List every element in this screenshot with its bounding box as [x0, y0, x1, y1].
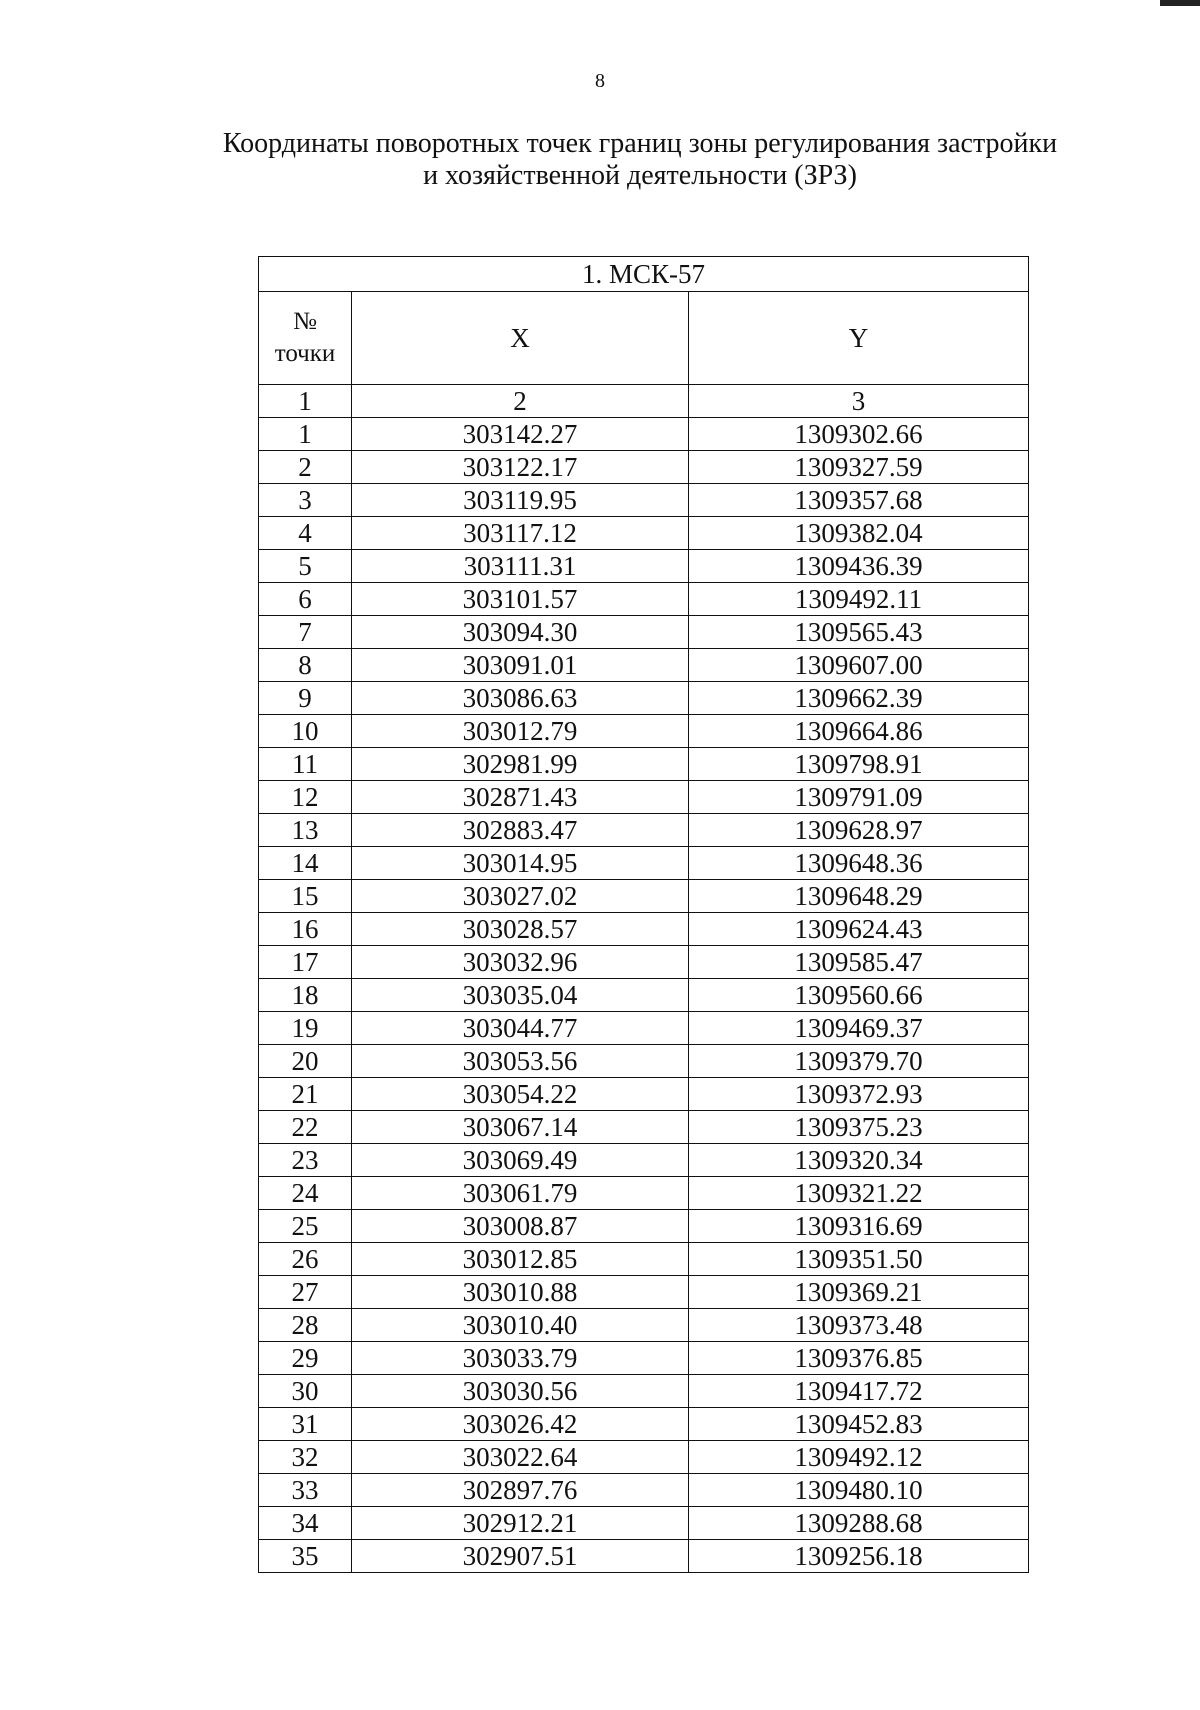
point-number-cell: 25: [259, 1210, 352, 1243]
table-row: [259, 1210, 1029, 1243]
y-coordinate-cell: 1309791.09: [689, 781, 1029, 814]
y-coordinate-cell: 1309480.10: [689, 1474, 1029, 1507]
x-coordinate-cell: 303067.14: [352, 1111, 689, 1144]
table-row: [259, 946, 1029, 979]
point-number-cell: 15: [259, 880, 352, 913]
x-coordinate-cell: 303008.87: [352, 1210, 689, 1243]
x-coordinate-cell: 302897.76: [352, 1474, 689, 1507]
point-number-header-label: точки: [274, 340, 336, 367]
y-coordinate-cell: 1309624.43: [689, 913, 1029, 946]
table-row: [259, 1012, 1029, 1045]
coordinates-table: [258, 256, 1029, 1573]
y-coordinate-cell: 1309372.93: [689, 1078, 1029, 1111]
y-coordinate-cell: 1309288.68: [689, 1507, 1029, 1540]
point-number-cell: 7: [259, 616, 352, 649]
point-number-cell: 6: [259, 583, 352, 616]
point-number-cell: 19: [259, 1012, 352, 1045]
point-number-cell: 32: [259, 1441, 352, 1474]
table-row: [259, 418, 1029, 451]
table-row: [259, 781, 1029, 814]
point-number-cell: 1: [259, 418, 352, 451]
x-coordinate-cell: 303033.79: [352, 1342, 689, 1375]
point-number-cell: 21: [259, 1078, 352, 1111]
table-row: [259, 1474, 1029, 1507]
x-coordinate-cell: 303111.31: [352, 550, 689, 583]
point-number-cell: 8: [259, 649, 352, 682]
point-number-cell: 4: [259, 517, 352, 550]
column-number: 3: [689, 385, 1029, 418]
table-row: [259, 550, 1029, 583]
y-coordinate-cell: 1309607.00: [689, 649, 1029, 682]
table-row: [259, 1243, 1029, 1276]
point-number-cell: 2: [259, 451, 352, 484]
table-row: [259, 649, 1029, 682]
x-coordinate-cell: 302883.47: [352, 814, 689, 847]
y-coordinate-cell: 1309316.69: [689, 1210, 1029, 1243]
x-coordinate-cell: 303027.02: [352, 880, 689, 913]
table-row: [259, 880, 1029, 913]
table-row: [259, 847, 1029, 880]
table-row: [259, 1045, 1029, 1078]
table-row: [259, 814, 1029, 847]
point-number-cell: 31: [259, 1408, 352, 1441]
x-coordinate-cell: 303012.79: [352, 715, 689, 748]
x-coordinate-cell: 303094.30: [352, 616, 689, 649]
table-row: [259, 616, 1029, 649]
y-coordinate-cell: 1309369.21: [689, 1276, 1029, 1309]
y-coordinate-cell: 1309351.50: [689, 1243, 1029, 1276]
y-header: Y: [689, 292, 1029, 385]
y-coordinate-cell: 1309320.34: [689, 1144, 1029, 1177]
table-row: [259, 715, 1029, 748]
point-number-cell: 34: [259, 1507, 352, 1540]
point-number-cell: 23: [259, 1144, 352, 1177]
y-coordinate-cell: 1309417.72: [689, 1375, 1029, 1408]
y-coordinate-cell: 1309382.04: [689, 517, 1029, 550]
point-number-cell: 11: [259, 748, 352, 781]
y-coordinate-cell: 1309452.83: [689, 1408, 1029, 1441]
point-number-cell: 17: [259, 946, 352, 979]
y-coordinate-cell: 1309798.91: [689, 748, 1029, 781]
x-coordinate-cell: 303028.57: [352, 913, 689, 946]
table-row: [259, 1507, 1029, 1540]
x-coordinate-cell: 303030.56: [352, 1375, 689, 1408]
y-coordinate-cell: 1309585.47: [689, 946, 1029, 979]
table-row: [259, 1375, 1029, 1408]
y-coordinate-cell: 1309648.29: [689, 880, 1029, 913]
point-number-cell: 16: [259, 913, 352, 946]
x-coordinate-cell: 303061.79: [352, 1177, 689, 1210]
column-number: 1: [259, 385, 352, 418]
table-row: [259, 1441, 1029, 1474]
x-coordinate-cell: 303010.88: [352, 1276, 689, 1309]
scan-edge-mark: [1160, 0, 1200, 6]
y-coordinate-cell: 1309321.22: [689, 1177, 1029, 1210]
table-row: [259, 748, 1029, 781]
x-coordinate-cell: 303091.01: [352, 649, 689, 682]
point-number-cell: 30: [259, 1375, 352, 1408]
y-coordinate-cell: 1309648.36: [689, 847, 1029, 880]
table-row: [259, 1111, 1029, 1144]
table-header-row: [259, 292, 1029, 385]
y-coordinate-cell: 1309662.39: [689, 682, 1029, 715]
table-row: [259, 1078, 1029, 1111]
x-coordinate-cell: 303012.85: [352, 1243, 689, 1276]
point-number-cell: 29: [259, 1342, 352, 1375]
table-row: [259, 1309, 1029, 1342]
x-coordinate-cell: 303142.27: [352, 418, 689, 451]
y-coordinate-cell: 1309492.12: [689, 1441, 1029, 1474]
x-coordinate-cell: 303022.64: [352, 1441, 689, 1474]
x-coordinate-cell: 303054.22: [352, 1078, 689, 1111]
x-coordinate-cell: 303044.77: [352, 1012, 689, 1045]
x-coordinate-cell: 303026.42: [352, 1408, 689, 1441]
page-title: [150, 128, 1130, 192]
table-row: [259, 451, 1029, 484]
point-number-cell: 33: [259, 1474, 352, 1507]
y-coordinate-cell: 1309376.85: [689, 1342, 1029, 1375]
y-coordinate-cell: 1309492.11: [689, 583, 1029, 616]
y-coordinate-cell: 1309302.66: [689, 418, 1029, 451]
y-coordinate-cell: 1309375.23: [689, 1111, 1029, 1144]
point-number-cell: 20: [259, 1045, 352, 1078]
coordinate-system-label: 1. МСК-57: [259, 257, 1029, 292]
table-row: [259, 1144, 1029, 1177]
x-coordinate-cell: 303122.17: [352, 451, 689, 484]
point-number-cell: 28: [259, 1309, 352, 1342]
x-header: X: [352, 292, 689, 385]
point-number-cell: 10: [259, 715, 352, 748]
x-coordinate-cell: 303101.57: [352, 583, 689, 616]
table-row: [259, 1540, 1029, 1573]
coordinate-system-row: [259, 257, 1029, 292]
y-coordinate-cell: 1309565.43: [689, 616, 1029, 649]
point-number-cell: 24: [259, 1177, 352, 1210]
x-coordinate-cell: 303086.63: [352, 682, 689, 715]
point-number-cell: 18: [259, 979, 352, 1012]
point-number-cell: 3: [259, 484, 352, 517]
x-coordinate-cell: 303014.95: [352, 847, 689, 880]
table-row: [259, 1342, 1029, 1375]
point-number-cell: 26: [259, 1243, 352, 1276]
page-number: 8: [595, 70, 605, 92]
table-row: [259, 1276, 1029, 1309]
point-number-cell: 22: [259, 1111, 352, 1144]
x-coordinate-cell: 303010.40: [352, 1309, 689, 1342]
point-number-header-symbol: №: [293, 308, 317, 335]
x-coordinate-cell: 302907.51: [352, 1540, 689, 1573]
y-coordinate-cell: 1309436.39: [689, 550, 1029, 583]
table-row: [259, 517, 1029, 550]
x-coordinate-cell: 303032.96: [352, 946, 689, 979]
point-number-header: [259, 292, 352, 385]
point-number-cell: 14: [259, 847, 352, 880]
point-number-cell: 12: [259, 781, 352, 814]
x-coordinate-cell: 303117.12: [352, 517, 689, 550]
x-coordinate-cell: 302981.99: [352, 748, 689, 781]
y-coordinate-cell: 1309469.37: [689, 1012, 1029, 1045]
point-number-cell: 5: [259, 550, 352, 583]
x-coordinate-cell: 303053.56: [352, 1045, 689, 1078]
x-coordinate-cell: 303035.04: [352, 979, 689, 1012]
table-row: [259, 1408, 1029, 1441]
table-row: [259, 1177, 1029, 1210]
point-number-cell: 35: [259, 1540, 352, 1573]
point-number-cell: 27: [259, 1276, 352, 1309]
table-row: [259, 913, 1029, 946]
y-coordinate-cell: 1309327.59: [689, 451, 1029, 484]
x-coordinate-cell: 302871.43: [352, 781, 689, 814]
y-coordinate-cell: 1309256.18: [689, 1540, 1029, 1573]
y-coordinate-cell: 1309664.86: [689, 715, 1029, 748]
y-coordinate-cell: 1309357.68: [689, 484, 1029, 517]
point-number-cell: 9: [259, 682, 352, 715]
y-coordinate-cell: 1309628.97: [689, 814, 1029, 847]
point-number-cell: 13: [259, 814, 352, 847]
x-coordinate-cell: 303119.95: [352, 484, 689, 517]
y-coordinate-cell: 1309379.70: [689, 1045, 1029, 1078]
x-coordinate-cell: 302912.21: [352, 1507, 689, 1540]
y-coordinate-cell: 1309560.66: [689, 979, 1029, 1012]
table-row: [259, 583, 1029, 616]
table-row: [259, 682, 1029, 715]
page-title-line-2: и хозяйственной деятельности (ЗРЗ): [423, 160, 857, 191]
column-number: 2: [352, 385, 689, 418]
column-number-row: [259, 385, 1029, 418]
x-coordinate-cell: 303069.49: [352, 1144, 689, 1177]
y-coordinate-cell: 1309373.48: [689, 1309, 1029, 1342]
table-row: [259, 979, 1029, 1012]
page-title-line-1: Координаты поворотных точек границ зоны регулирования застройки: [222, 128, 1058, 159]
table-row: [259, 484, 1029, 517]
